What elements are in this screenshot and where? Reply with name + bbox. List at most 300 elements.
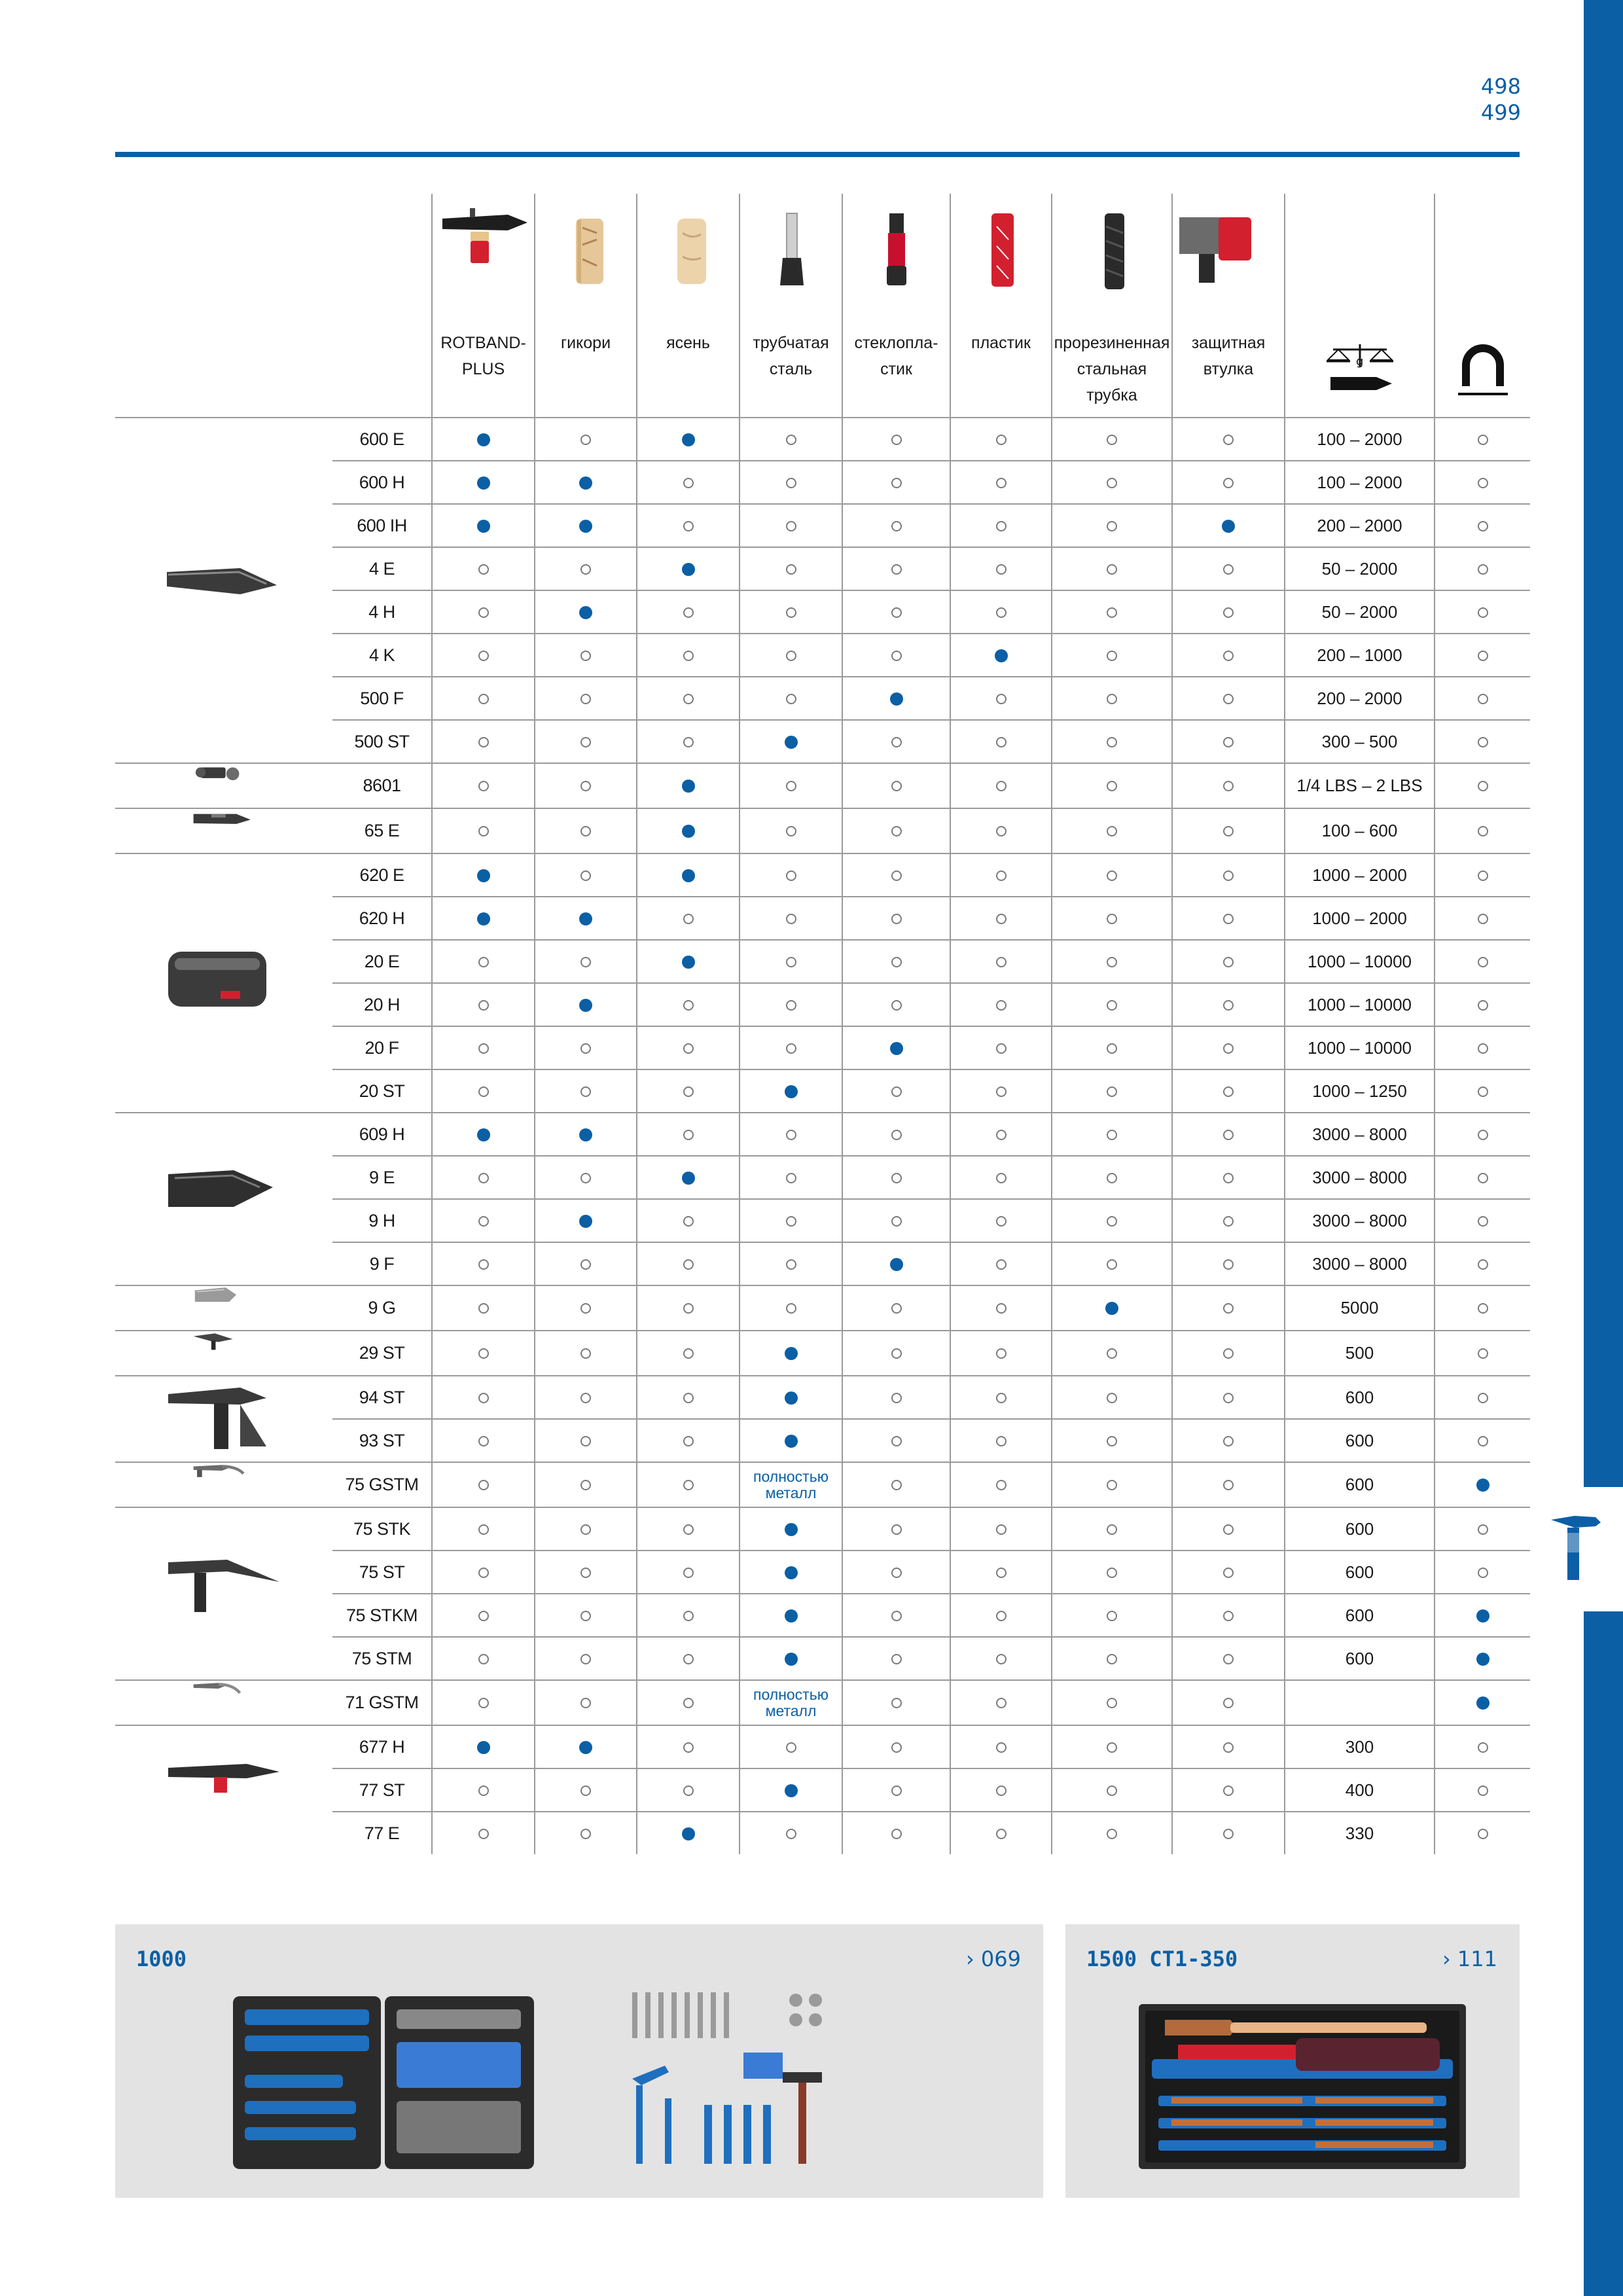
product-image: [115, 1680, 332, 1725]
available-dot-icon: [579, 606, 592, 619]
unavailable-ring-icon: [891, 1130, 902, 1140]
unavailable-ring-icon: [478, 1785, 489, 1796]
product-code: 75 STKM: [332, 1594, 432, 1637]
weight-range: 50 – 2000: [1285, 590, 1435, 634]
feature-cell: [842, 634, 950, 677]
unavailable-ring-icon: [580, 1259, 591, 1270]
unavailable-ring-icon: [786, 1043, 796, 1054]
unavailable-ring-icon: [580, 1480, 591, 1490]
unavailable-ring-icon: [1223, 478, 1234, 488]
unavailable-ring-icon: [1223, 1259, 1234, 1270]
weight-range: 1000 – 2000: [1285, 897, 1435, 940]
feature-cell: [740, 897, 842, 940]
feature-cell: [1052, 1376, 1172, 1419]
feature-cell: [535, 983, 637, 1026]
product-code: 609 H: [332, 1113, 432, 1156]
available-dot-icon: [890, 1258, 903, 1271]
available-dot-icon: [1476, 1696, 1489, 1710]
product-code: 75 GSTM: [332, 1462, 432, 1507]
feature-cell: [740, 853, 842, 897]
unavailable-ring-icon: [1107, 1436, 1117, 1446]
tool-case-icon: [233, 1996, 534, 2169]
tool-set-layout-icon: [626, 1987, 848, 2170]
feature-cell: [740, 1812, 842, 1854]
unavailable-ring-icon: [786, 564, 796, 575]
feature-cell: [432, 808, 535, 853]
col-label-protective-sleeve: [1172, 325, 1285, 418]
feature-cell: [535, 1812, 637, 1854]
feature-cell: [1052, 1680, 1172, 1725]
table-row: [115, 1331, 1530, 1376]
svg-text:g: g: [1355, 354, 1363, 368]
feature-cell: [432, 1812, 535, 1854]
weight-range: 5000: [1285, 1285, 1435, 1331]
unavailable-ring-icon: [786, 781, 796, 791]
feature-cell: [740, 1156, 842, 1199]
available-dot-icon: [477, 520, 490, 533]
unavailable-ring-icon: [1478, 1086, 1488, 1097]
unavailable-ring-icon: [1107, 1568, 1117, 1578]
unavailable-ring-icon: [1223, 1130, 1234, 1140]
feature-cell: [432, 1376, 535, 1419]
feature-cell: [637, 1768, 740, 1812]
available-dot-icon: [477, 476, 490, 490]
unavailable-ring-icon: [1107, 1742, 1117, 1753]
feature-cell: [535, 940, 637, 983]
unavailable-ring-icon: [996, 1216, 1007, 1227]
feature-cell: [1172, 1768, 1285, 1812]
feature-cell: [535, 1507, 637, 1551]
available-dot-icon: [579, 912, 592, 925]
feature-cell: [740, 1462, 842, 1507]
unavailable-ring-icon: [1107, 826, 1117, 836]
feature-cell: [950, 1551, 1052, 1594]
unavailable-ring-icon: [478, 781, 489, 791]
unavailable-ring-icon: [1107, 1216, 1117, 1227]
feature-cell: [842, 1551, 950, 1594]
unavailable-ring-icon: [683, 1654, 694, 1664]
feature-cell: [1172, 1462, 1285, 1507]
unavailable-ring-icon: [478, 607, 489, 618]
unavailable-ring-icon: [478, 1611, 489, 1621]
spec-table-body: [115, 418, 1530, 1854]
unavailable-ring-icon: [1107, 1259, 1117, 1270]
feature-cell: [950, 1285, 1052, 1331]
feature-cell: [535, 1199, 637, 1242]
available-dot-icon: [1105, 1302, 1118, 1315]
unavailable-ring-icon: [786, 870, 796, 881]
col-plastic-image: [950, 194, 1052, 325]
unavailable-ring-icon: [996, 564, 1007, 575]
unavailable-ring-icon: [1223, 1568, 1234, 1578]
feature-cell: [842, 1069, 950, 1113]
feature-cell: [842, 1725, 950, 1768]
feature-cell: [432, 634, 535, 677]
feature-cell: [1172, 983, 1285, 1026]
feature-cell: [950, 677, 1052, 720]
unavailable-ring-icon: [996, 1611, 1007, 1621]
unavailable-ring-icon: [891, 1480, 902, 1490]
product-image: [115, 1462, 332, 1507]
feature-cell: [950, 1156, 1052, 1199]
available-dot-icon: [785, 1435, 798, 1448]
section-tab[interactable]: [1544, 1487, 1623, 1611]
feature-cell: [432, 1285, 535, 1331]
table-row: [115, 1376, 1530, 1419]
magnet-cell: [1435, 1285, 1530, 1331]
weight-range: 600: [1285, 1637, 1435, 1680]
feature-cell: [842, 940, 950, 983]
available-dot-icon: [682, 1172, 695, 1185]
magnet-cell: [1435, 763, 1530, 808]
col-hickory-image: [535, 194, 637, 325]
col-protective-sleeve-image: [1172, 194, 1285, 325]
feature-cell: [740, 808, 842, 853]
electrician-hammer-icon: [162, 1752, 286, 1824]
unavailable-ring-icon: [478, 1348, 489, 1359]
col-ash-image: [637, 194, 740, 325]
feature-cell: [637, 677, 740, 720]
feature-cell: [740, 1199, 842, 1242]
unavailable-ring-icon: [996, 607, 1007, 618]
magnet-cell: [1435, 1551, 1530, 1594]
weight-range: 600: [1285, 1594, 1435, 1637]
feature-cell: [535, 1242, 637, 1285]
unavailable-ring-icon: [1223, 1216, 1234, 1227]
weight-range: 1/4 LBS – 2 LBS: [1285, 763, 1435, 808]
unavailable-ring-icon: [580, 957, 591, 967]
unavailable-ring-icon: [683, 1785, 694, 1796]
full-metal-note: полностью металл: [753, 1685, 829, 1719]
unavailable-ring-icon: [683, 1742, 694, 1753]
unavailable-ring-icon: [996, 1348, 1007, 1359]
weight-range: 3000 – 8000: [1285, 1156, 1435, 1199]
unavailable-ring-icon: [478, 1480, 489, 1490]
available-dot-icon: [682, 563, 695, 576]
magnet-cell: [1435, 1419, 1530, 1462]
product-code: 9 H: [332, 1199, 432, 1242]
unavailable-ring-icon: [683, 1130, 694, 1140]
unavailable-ring-icon: [1223, 1611, 1234, 1621]
available-dot-icon: [890, 692, 903, 706]
available-dot-icon: [890, 1042, 903, 1055]
feature-cell: [1052, 1331, 1172, 1376]
side-accent-bar-bottom: [1584, 1611, 1623, 2296]
feature-cell: [535, 1331, 637, 1376]
feature-cell: [637, 1113, 740, 1156]
weight-range: 3000 – 8000: [1285, 1113, 1435, 1156]
magnet-cell: [1435, 853, 1530, 897]
unavailable-ring-icon: [1107, 1130, 1117, 1140]
unavailable-ring-icon: [1223, 1303, 1234, 1314]
unavailable-ring-icon: [683, 1698, 694, 1708]
feature-cell: [1172, 504, 1285, 547]
magnet-cell: [1435, 504, 1530, 547]
feature-cell: [637, 808, 740, 853]
col-label-ash: [637, 325, 740, 418]
feature-cell: [1172, 1026, 1285, 1069]
unavailable-ring-icon: [786, 694, 796, 704]
col-label-hickory: [535, 325, 637, 418]
product-code: 600 H: [332, 461, 432, 504]
unavailable-ring-icon: [1107, 1829, 1117, 1839]
page-numbers: [1466, 73, 1521, 126]
unavailable-ring-icon: [1107, 957, 1117, 967]
unavailable-ring-icon: [478, 1829, 489, 1839]
unavailable-ring-icon: [683, 651, 694, 661]
side-accent-bar-top: [1584, 0, 1623, 1487]
unavailable-ring-icon: [1223, 435, 1234, 445]
feature-cell: [432, 1242, 535, 1285]
feature-cell: [1052, 1551, 1172, 1594]
machinist-hammer-icon: [162, 552, 286, 624]
feature-cell: [740, 1419, 842, 1462]
product-code: 9 G: [332, 1285, 432, 1331]
unavailable-ring-icon: [1478, 737, 1488, 747]
product-code: 4 K: [332, 634, 432, 677]
plastic-handle-icon: [952, 194, 1050, 312]
promo-card-1000[interactable]: [115, 1924, 1043, 2198]
hammer-spec-table: [115, 194, 1530, 1854]
table-row: [115, 1113, 1530, 1156]
feature-cell: [1052, 808, 1172, 853]
product-code: 65 E: [332, 808, 432, 853]
unavailable-ring-icon: [996, 1654, 1007, 1664]
product-code: 9 E: [332, 1156, 432, 1199]
hammer-icon: [1544, 1487, 1623, 1611]
feature-cell: [1052, 1285, 1172, 1331]
feature-cell: [637, 1376, 740, 1419]
col-rubber-steel-image: [1052, 194, 1172, 325]
feature-cell: [1052, 1419, 1172, 1462]
unavailable-ring-icon: [478, 564, 489, 575]
unavailable-ring-icon: [996, 1480, 1007, 1490]
feature-cell: [637, 1812, 740, 1854]
unavailable-ring-icon: [683, 914, 694, 924]
magnet-cell: [1435, 590, 1530, 634]
unavailable-ring-icon: [478, 1043, 489, 1054]
unavailable-ring-icon: [996, 870, 1007, 881]
product-code: 4 H: [332, 590, 432, 634]
weight-range: 1000 – 10000: [1285, 1026, 1435, 1069]
feature-cell: [637, 634, 740, 677]
feature-cell: [842, 1026, 950, 1069]
unavailable-ring-icon: [580, 1785, 591, 1796]
unavailable-ring-icon: [786, 607, 796, 618]
unavailable-ring-icon: [996, 1173, 1007, 1183]
unavailable-ring-icon: [1107, 651, 1117, 661]
feature-cell: [1172, 720, 1285, 763]
feature-cell: [1052, 634, 1172, 677]
unavailable-ring-icon: [786, 1130, 796, 1140]
unavailable-ring-icon: [996, 521, 1007, 531]
unavailable-ring-icon: [786, 435, 796, 445]
unavailable-ring-icon: [580, 651, 591, 661]
feature-cell: [1052, 1242, 1172, 1285]
feature-cell: [535, 1026, 637, 1069]
weight-range: 400: [1285, 1768, 1435, 1812]
column-label: гикори: [560, 334, 611, 352]
available-dot-icon: [785, 736, 798, 749]
feature-cell: [637, 1199, 740, 1242]
unavailable-ring-icon: [580, 1173, 591, 1183]
unavailable-ring-icon: [1107, 1348, 1117, 1359]
col-label-fiberglass: [842, 325, 950, 418]
unavailable-ring-icon: [891, 478, 902, 488]
feature-cell: [535, 634, 637, 677]
col-label-tubular-steel: [740, 325, 842, 418]
promo-card-1500-ct1-350[interactable]: [1065, 1924, 1520, 2198]
feature-cell: [1052, 1768, 1172, 1812]
product-image: [115, 1376, 332, 1462]
feature-cell: [432, 1462, 535, 1507]
feature-cell: [950, 461, 1052, 504]
stoning-hammer-icon: [162, 1286, 286, 1325]
unavailable-ring-icon: [1107, 1698, 1117, 1708]
table-row: [115, 853, 1530, 897]
unavailable-ring-icon: [683, 521, 694, 531]
feature-cell: [535, 1462, 637, 1507]
feature-cell: [432, 1419, 535, 1462]
unavailable-ring-icon: [683, 1436, 694, 1446]
unavailable-ring-icon: [683, 1086, 694, 1097]
unavailable-ring-icon: [1223, 870, 1234, 881]
feature-cell: [1052, 897, 1172, 940]
feature-cell: [740, 1069, 842, 1113]
weight-range: 600: [1285, 1507, 1435, 1551]
weight-range: 50 – 2000: [1285, 547, 1435, 590]
unavailable-ring-icon: [996, 478, 1007, 488]
magnet-cell: [1435, 1156, 1530, 1199]
feature-cell: [950, 1768, 1052, 1812]
magnet-cell: [1435, 983, 1530, 1026]
product-code: 20 ST: [332, 1069, 432, 1113]
feature-cell: [1172, 808, 1285, 853]
feature-cell: [432, 1199, 535, 1242]
available-dot-icon: [995, 649, 1008, 662]
unavailable-ring-icon: [1478, 521, 1488, 531]
promo-title: 1500 CT1-350: [1086, 1946, 1238, 1971]
unavailable-ring-icon: [1223, 826, 1234, 836]
unavailable-ring-icon: [478, 957, 489, 967]
product-code: 20 H: [332, 983, 432, 1026]
available-dot-icon: [579, 1128, 592, 1141]
feature-cell: [740, 1026, 842, 1069]
weight-range: 300 – 500: [1285, 720, 1435, 763]
feature-cell: [1052, 590, 1172, 634]
feature-cell: [842, 1419, 950, 1462]
feature-cell: [432, 1551, 535, 1594]
unavailable-ring-icon: [683, 737, 694, 747]
feature-cell: [842, 1768, 950, 1812]
feature-cell: [1052, 1156, 1172, 1199]
unavailable-ring-icon: [996, 1698, 1007, 1708]
magnet-cell: [1435, 1637, 1530, 1680]
product-code: 620 H: [332, 897, 432, 940]
protective-sleeve-icon: [1173, 194, 1284, 312]
feature-cell: [842, 461, 950, 504]
unavailable-ring-icon: [1107, 1086, 1117, 1097]
unavailable-ring-icon: [1478, 1303, 1488, 1314]
product-image: [115, 763, 332, 808]
unavailable-ring-icon: [996, 1524, 1007, 1535]
unavailable-ring-icon: [891, 1303, 902, 1314]
unavailable-ring-icon: [1107, 1173, 1117, 1183]
available-dot-icon: [785, 1523, 798, 1536]
feature-cell: [535, 504, 637, 547]
unavailable-ring-icon: [683, 1348, 694, 1359]
feature-cell: [950, 1594, 1052, 1637]
unavailable-ring-icon: [1107, 564, 1117, 575]
unavailable-ring-icon: [580, 1611, 591, 1621]
unavailable-ring-icon: [996, 1829, 1007, 1839]
column-label: ясень: [666, 334, 710, 352]
feature-cell: [637, 504, 740, 547]
product-code: 600 IH: [332, 504, 432, 547]
feature-cell: [950, 1419, 1052, 1462]
product-code: 20 F: [332, 1026, 432, 1069]
feature-cell: [1052, 720, 1172, 763]
unavailable-ring-icon: [1478, 1742, 1488, 1753]
unavailable-ring-icon: [478, 651, 489, 661]
feature-cell: [740, 1113, 842, 1156]
unavailable-ring-icon: [478, 1259, 489, 1270]
feature-cell: [842, 1812, 950, 1854]
available-dot-icon: [579, 520, 592, 533]
feature-cell: [1172, 1812, 1285, 1854]
feature-cell: [1172, 1507, 1285, 1551]
feature-cell: [950, 1462, 1052, 1507]
available-dot-icon: [579, 476, 592, 490]
feature-cell: [637, 1507, 740, 1551]
unavailable-ring-icon: [478, 1303, 489, 1314]
magnet-cell: [1435, 1680, 1530, 1725]
unavailable-ring-icon: [1107, 1524, 1117, 1535]
feature-cell: [1172, 590, 1285, 634]
unavailable-ring-icon: [1478, 1130, 1488, 1140]
feature-cell: [535, 1069, 637, 1113]
available-dot-icon: [579, 1215, 592, 1228]
feature-cell: [1172, 461, 1285, 504]
weight-scale-icon: [1324, 340, 1396, 399]
feature-cell: [432, 461, 535, 504]
promo-page-ref[interactable]: › 069: [965, 1946, 1021, 1971]
product-code: 75 STM: [332, 1637, 432, 1680]
feature-cell: [842, 897, 950, 940]
feature-cell: [1052, 1812, 1172, 1854]
feature-cell: [842, 1242, 950, 1285]
feature-cell: [637, 1462, 740, 1507]
feature-cell: [842, 763, 950, 808]
unavailable-ring-icon: [891, 1086, 902, 1097]
promo-title: 1000: [136, 1946, 187, 1971]
feature-cell: [842, 1285, 950, 1331]
magnet-cell: [1435, 1768, 1530, 1812]
feature-cell: [1172, 1637, 1285, 1680]
magnet-cell: [1435, 808, 1530, 853]
feature-cell: [1052, 547, 1172, 590]
unavailable-ring-icon: [580, 1043, 591, 1054]
feature-cell: [950, 1113, 1052, 1156]
product-code: 77 ST: [332, 1768, 432, 1812]
feature-cell: [535, 1156, 637, 1199]
product-code: 20 E: [332, 940, 432, 983]
feature-cell: [637, 897, 740, 940]
feature-cell: [740, 590, 842, 634]
promo-page-ref[interactable]: › 111: [1442, 1946, 1497, 1971]
col-label-weight: [1285, 325, 1435, 418]
magnet-cell: [1435, 418, 1530, 461]
